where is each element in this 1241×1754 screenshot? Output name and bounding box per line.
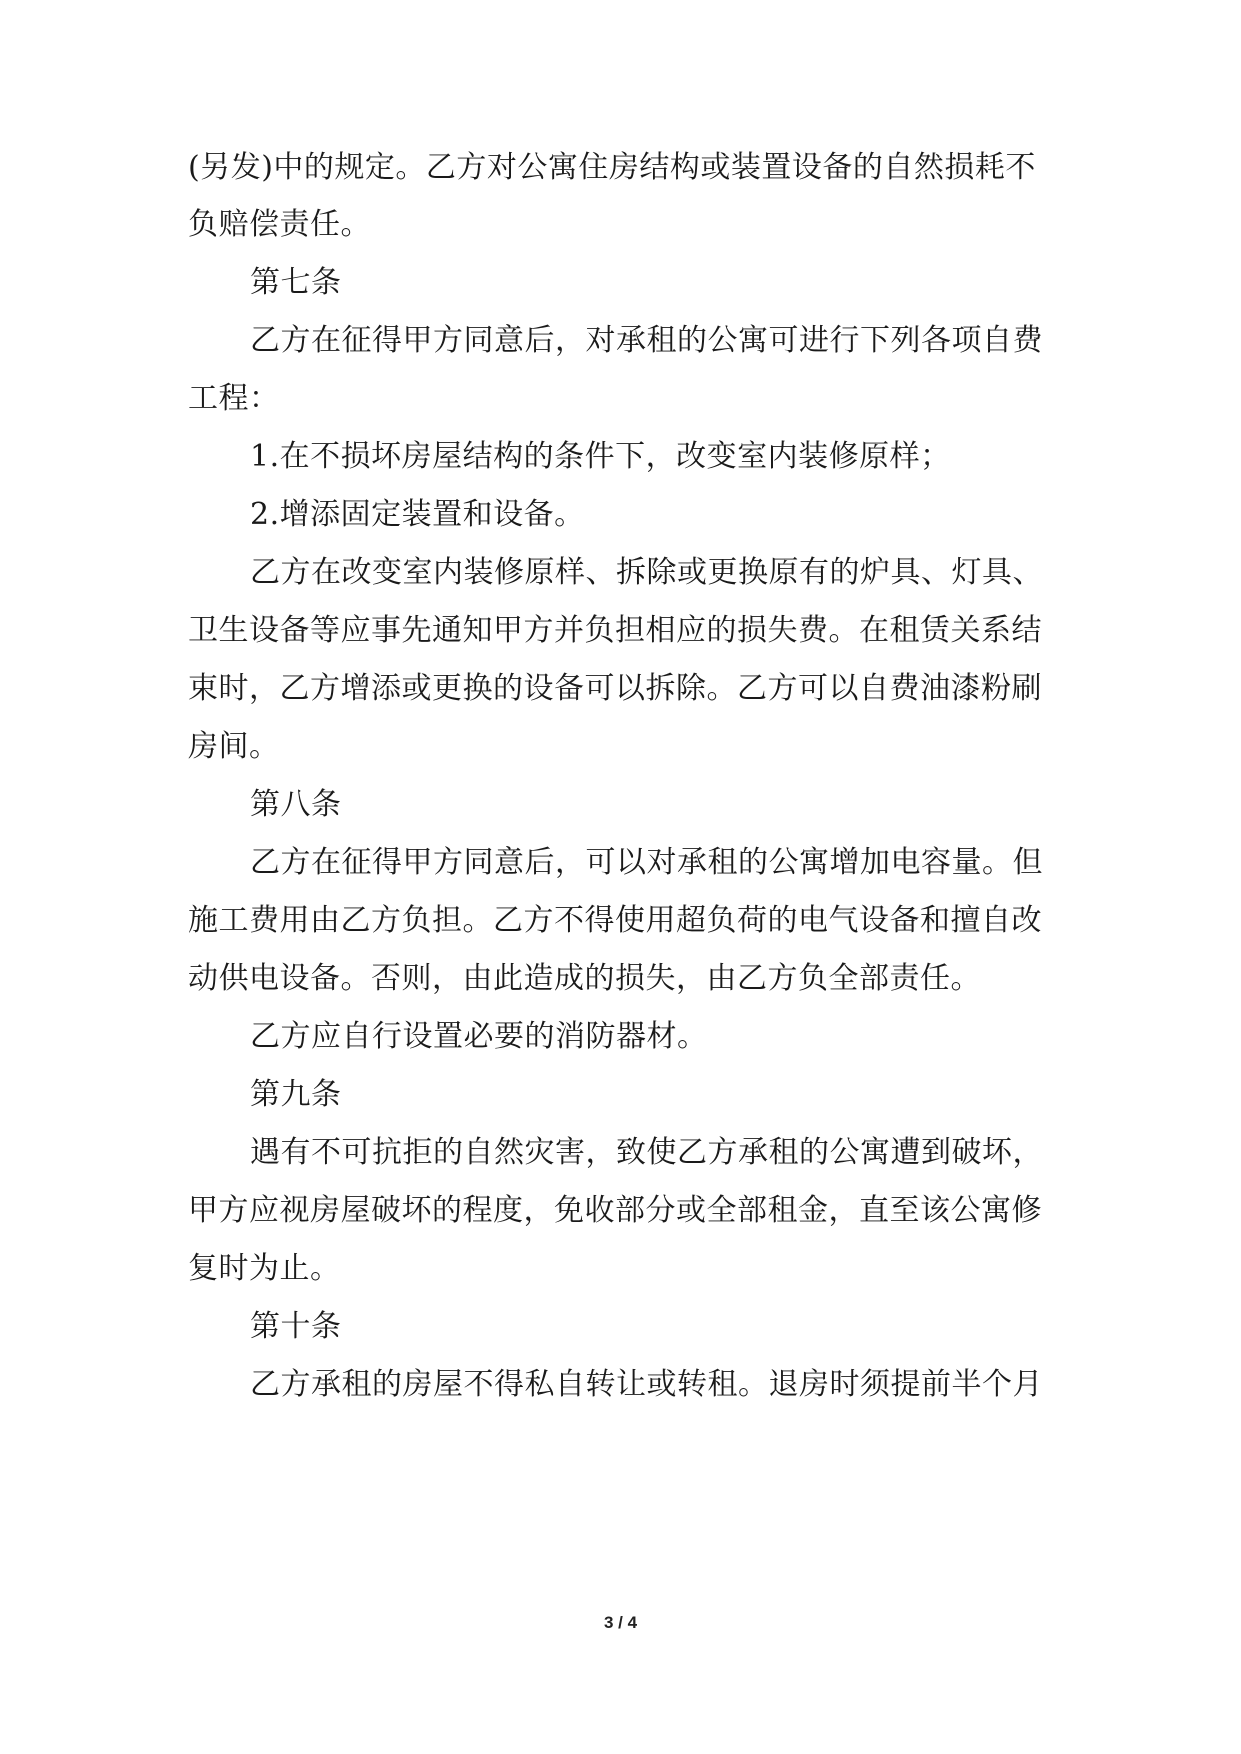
page-number: 3 / 4 (603, 1613, 638, 1632)
text-line: 施工费用由乙方负担。乙方不得使用超负荷的电气设备和擅自改 (188, 903, 1042, 938)
text-line: 乙方在征得甲方同意后，可以对承租的公寓增加电容量。但 (250, 845, 1043, 880)
text-line: 遇有不可抗拒的自然灾害，致使乙方承租的公寓遭到破坏， (250, 1135, 1043, 1170)
text-line: 乙方承租的房屋不得私自转让或转租。退房时须提前半个月 (250, 1367, 1043, 1402)
text-line: 工程： (188, 381, 280, 416)
article-heading: 第十条 (250, 1309, 342, 1344)
text-line: 卫生设备等应事先通知甲方并负担相应的损失费。在租赁关系结 (188, 613, 1042, 648)
text-line: 甲方应视房屋破坏的程度，免收部分或全部租金，直至该公寓修 (188, 1193, 1042, 1228)
text-line: 束时，乙方增添或更换的设备可以拆除。乙方可以自费油漆粉刷 (188, 671, 1042, 706)
text-line: 乙方在改变室内装修原样、拆除或更换原有的炉具、灯具、 (250, 555, 1043, 590)
text-line: 负赔偿责任。 (188, 207, 371, 242)
text-line: 房间。 (188, 729, 280, 764)
list-item: 2.增添固定装置和设备。 (250, 497, 585, 532)
text-line: 乙方在征得甲方同意后，对承租的公寓可进行下列各项自费 (250, 323, 1043, 358)
text-line: 乙方应自行设置必要的消防器材。 (250, 1019, 708, 1054)
list-item: 1.在不损坏房屋结构的条件下，改变室内装修原样； (250, 439, 951, 474)
text-line: 动供电设备。否则，由此造成的损失，由乙方负全部责任。 (188, 961, 981, 996)
text-line: (另发)中的规定。乙方对公寓住房结构或装置设备的自然损耗不 (188, 150, 1036, 185)
article-heading: 第八条 (250, 787, 342, 822)
article-heading: 第九条 (250, 1077, 342, 1112)
article-heading: 第七条 (250, 265, 342, 300)
text-line: 复时为止。 (188, 1251, 341, 1286)
